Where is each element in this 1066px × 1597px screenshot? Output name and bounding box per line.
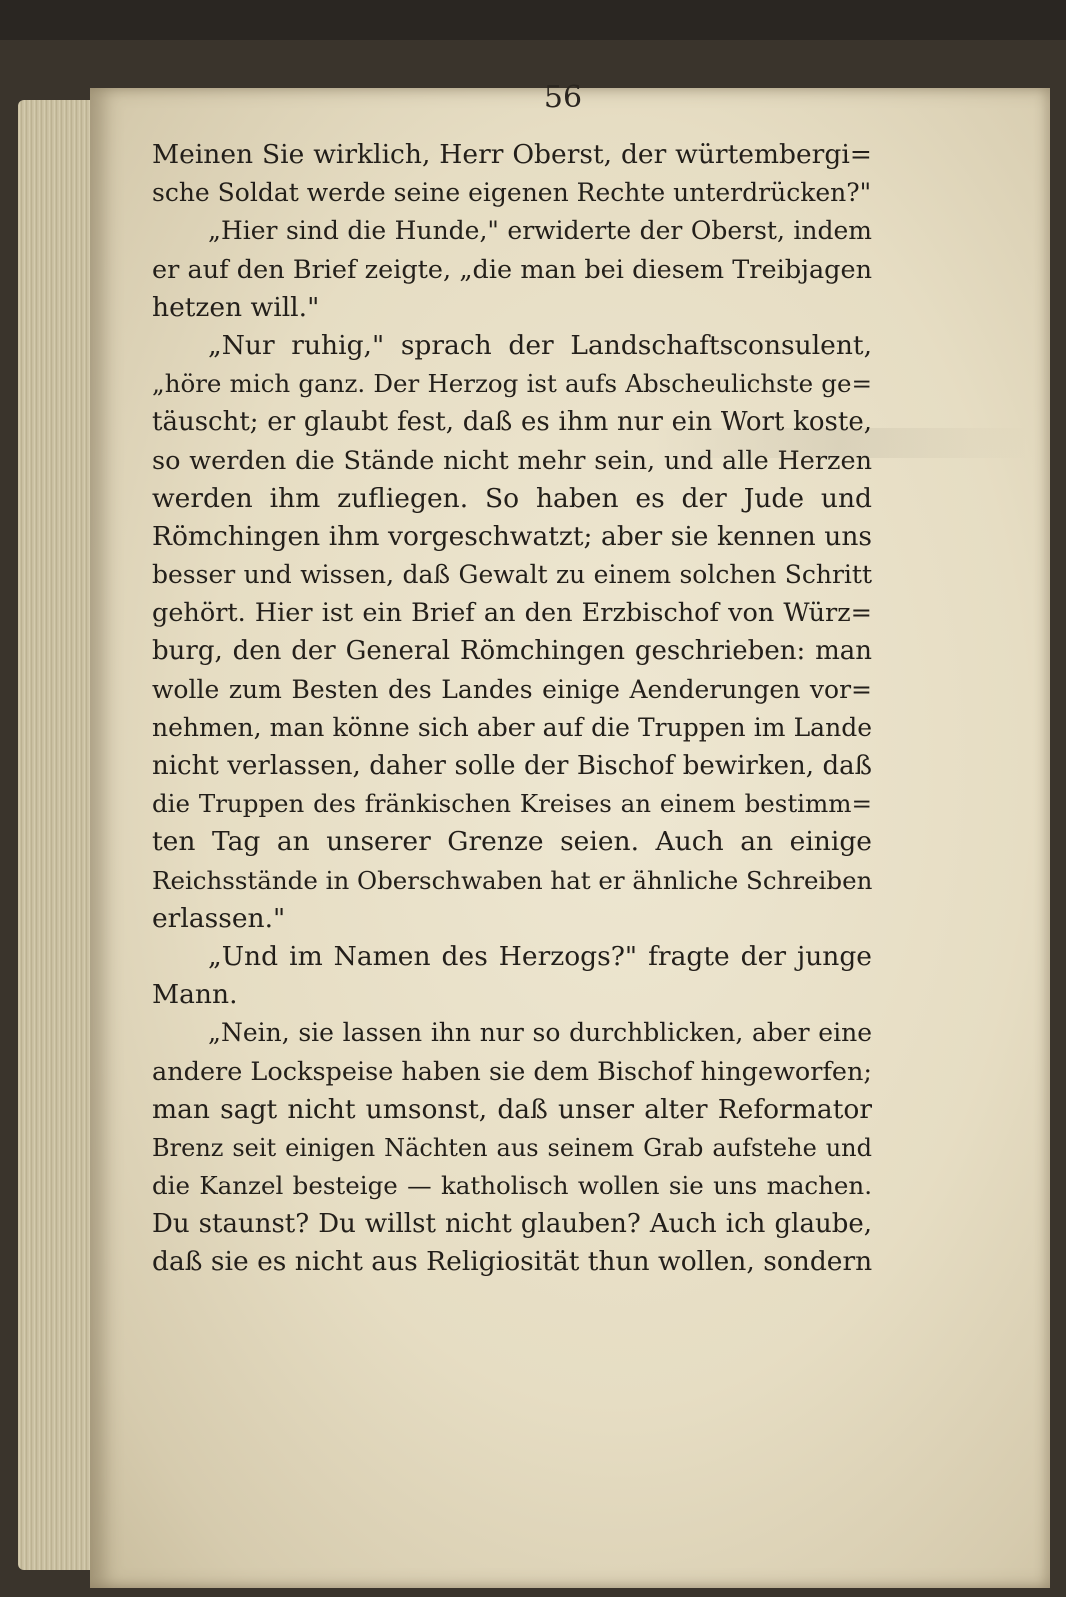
text-line: er auf den Brief zeigte, „die man bei diesem Treibjagen (152, 254, 872, 285)
text-line: gehört. Hier ist ein Brief an den Erzbischof von Würz= (152, 598, 872, 629)
page-number: 56 (543, 80, 583, 115)
text-line: Mann. (152, 979, 238, 1011)
text-line: die Truppen des fränkischen Kreises an einem bestimm= (152, 789, 872, 819)
text-line: täuscht; er glaubt fest, daß es ihm nur ein Wort koste, (152, 407, 872, 438)
text-line: sche Soldat werde seine eigenen Rechte unterdrücken?" (152, 178, 872, 208)
text-line: nicht verlassen, daher solle der Bischof bewirken, daß (152, 751, 872, 781)
text-line: so werden die Stände nicht mehr sein, und alle Herzen (152, 445, 872, 476)
body-text (152, 136, 872, 1282)
text-line: Brenz seit einigen Nächten aus seinem Grab aufstehe und (152, 1133, 872, 1162)
text-line: wolle zum Besten des Landes einige Aenderungen vor= (152, 674, 872, 704)
text-line: daß sie es nicht aus Religiosität thun wollen, sondern (152, 1246, 872, 1278)
text-line: „Nein, sie lassen ihn nur so durchblicken, aber eine (208, 1018, 872, 1048)
text-line: besser und wissen, daß Gewalt zu einem solchen Schritt (152, 560, 872, 590)
text-line: Du staunst? Du willst nicht glauben? Auch ich glaube, (152, 1209, 872, 1240)
text-line: erlassen." (152, 902, 286, 934)
text-line: „Und im Namen des Herzogs?" fragte der junge (208, 940, 872, 972)
text-line: burg, den der General Römchingen geschrieben: man (152, 636, 872, 667)
text-line: hetzen will." (152, 291, 320, 323)
text-line: „Hier sind die Hunde," erwiderte der Oberst, indem (208, 216, 872, 246)
text-line: nehmen, man könne sich aber auf die Truppen im Lande (152, 712, 872, 742)
text-line: ten Tag an unserer Grenze seien. Auch an einige (152, 826, 872, 858)
text-line: die Kanzel besteige — katholisch wollen sie uns machen. (152, 1171, 872, 1201)
text-line: man sagt nicht umsonst, daß unser alter Reformator (152, 1093, 872, 1125)
text-line: Römchingen ihm vorgeschwatzt; aber sie kennen uns (152, 520, 872, 552)
text-line: Reichsstände in Oberschwaben hat er ähnliche Schreiben (152, 865, 872, 895)
text-line: Meinen Sie wirklich, Herr Oberst, der würtembergi= (152, 139, 872, 170)
text-line: „höre mich ganz. Der Herzog ist aufs Abscheulichste ge= (152, 369, 872, 399)
text-line: werden ihm zufliegen. So haben es der Jude und (152, 482, 872, 514)
text-line: „Nur ruhig," sprach der Landschaftsconsulent, (208, 329, 872, 361)
text-line: andere Lockspeise haben sie dem Bischof hingeworfen; (152, 1056, 872, 1087)
